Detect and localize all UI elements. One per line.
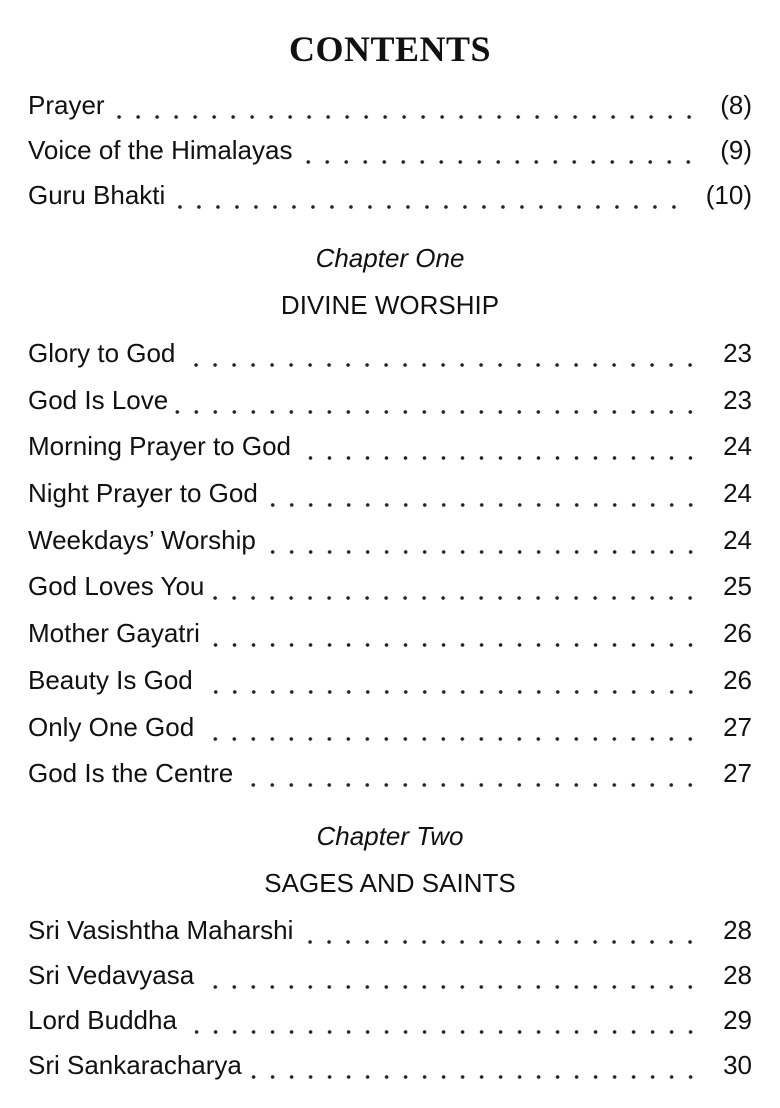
toc-entry [28, 429, 752, 463]
toc-entry [28, 913, 752, 947]
dot-leader [298, 133, 698, 167]
entry-page: 23 [723, 338, 752, 368]
toc-entry [28, 1003, 752, 1037]
entry-title: God Loves You [28, 571, 205, 601]
dot-leader [199, 663, 700, 697]
dot-leader [239, 756, 700, 790]
toc-entry [28, 616, 752, 650]
entry-page: 25 [723, 571, 752, 601]
entry-title: Guru Bhakti [28, 180, 166, 210]
entry-page: 28 [723, 915, 752, 945]
entry-page: 26 [723, 665, 752, 695]
chapter-label: Chapter Two [316, 821, 464, 851]
entry-title: Sri Vedavyasa [28, 960, 195, 990]
entry-page: 28 [723, 960, 752, 990]
dot-leader [171, 178, 683, 212]
entry-title: Mother Gayatri [28, 618, 200, 648]
dot-leader [183, 1003, 700, 1037]
dot-leader [264, 476, 700, 510]
toc-entry [28, 756, 752, 790]
entry-page: 24 [723, 478, 752, 508]
toc-entry [28, 88, 752, 122]
entry-title: God Is the Centre [28, 758, 234, 788]
entry-title: God Is Love [28, 385, 169, 415]
entry-page: 24 [723, 525, 752, 555]
toc-entry [28, 1048, 752, 1082]
entry-title: Weekdays’ Worship [28, 525, 256, 555]
entry-title: Sri Sankaracharya [28, 1050, 242, 1080]
entry-page: 24 [723, 431, 752, 461]
entry-title: Only One God [28, 712, 195, 742]
dot-leader [248, 1048, 700, 1082]
entry-page: 29 [723, 1005, 752, 1035]
entry-title: Morning Prayer to God [28, 431, 292, 461]
entry-title: Night Prayer to God [28, 478, 258, 508]
page-title: CONTENTS [288, 29, 492, 69]
chapter-name: DIVINE WORSHIP [280, 290, 500, 320]
entry-title: Lord Buddha [28, 1005, 177, 1035]
entry-title: Beauty Is God [28, 665, 193, 695]
dot-leader [200, 958, 700, 992]
dot-leader [174, 383, 700, 417]
toc-entry [28, 178, 752, 212]
dot-leader [262, 523, 700, 557]
entry-page: (8) [720, 90, 752, 120]
dot-leader [111, 88, 699, 122]
dot-leader [200, 710, 700, 744]
entry-title: Sri Vasishtha Maharshi [28, 915, 294, 945]
entry-title: Glory to God [28, 338, 176, 368]
toc-entry [28, 710, 752, 744]
toc-entry [28, 663, 752, 697]
dot-leader [181, 336, 700, 370]
entry-page: 26 [723, 618, 752, 648]
toc-entry [28, 569, 752, 603]
chapter-name: SAGES AND SAINTS [264, 868, 516, 898]
toc-entry [28, 383, 752, 417]
chapter-label: Chapter One [315, 243, 465, 273]
entry-title: Voice of the Himalayas [28, 135, 293, 165]
entry-page: 23 [723, 385, 752, 415]
entry-page: 27 [723, 712, 752, 742]
dot-leader [299, 913, 700, 947]
dot-leader [206, 616, 700, 650]
entry-title: Prayer [28, 90, 105, 120]
toc-entry [28, 133, 752, 167]
entry-page: (10) [705, 180, 752, 210]
entry-page: 27 [723, 758, 752, 788]
dot-leader [210, 569, 700, 603]
toc-entry [28, 523, 752, 557]
entry-page: 30 [723, 1050, 752, 1080]
entry-page: (9) [720, 135, 752, 165]
dot-leader [297, 429, 700, 463]
toc-entry [28, 476, 752, 510]
toc-entry [28, 958, 752, 992]
toc-entry [28, 336, 752, 370]
